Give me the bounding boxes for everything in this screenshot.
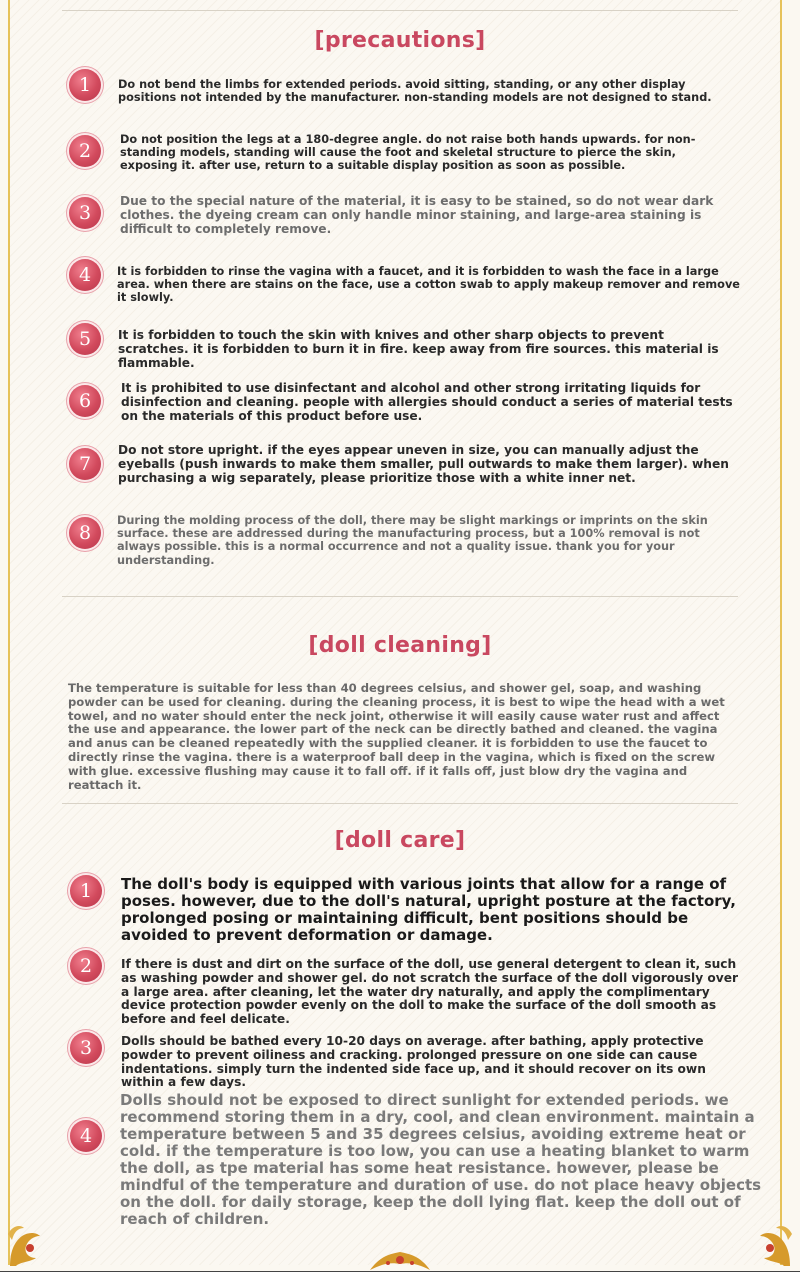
precaution-6-number-icon: 6: [69, 385, 101, 417]
precaution-8-text: During the molding process of the doll, there may be slight markings or imprints on the skin surface. these are addressed during the manufacturing process, but a 100% removal is not always possible. this is a normal occurrence and not a quality issue. thank you for your understanding.: [117, 514, 708, 567]
cleaning-text: The temperature is suitable for less than 40 degrees celsius, and shower gel, soap, and washing powder can be used for cleaning. during the cleaning process, it is best to wipe the head with a wet towel, and no water should enter the neck joint, otherwise it will easily cause water rust and affect the use and appearance. the lower part of the neck can be directly bathed and cleaned. the vagina and anus can be cleaned repeatedly with the supplied cleaner. it is forbidden to use the faucet to directly rinse the vagina. there is a waterproof ball deep in the vagina, which is fixed on the screw with glue. excessive flushing may cause it to fall off. if it falls off, just blow dry the vagina and reattach it.: [68, 681, 725, 792]
care-2-number-icon: 2: [70, 950, 102, 982]
cleaning-title: [doll cleaning]: [308, 633, 492, 658]
divider-2: [62, 803, 738, 804]
divider-1: [62, 596, 738, 597]
precaution-4-number-icon: 4: [69, 259, 101, 291]
precaution-4-text: It is forbidden to rinse the vagina with a faucet, and it is forbidden to wash the face in a large area. when there are stains on the face, use a cotton swab to apply makeup remover and remove it slowly.: [117, 265, 740, 305]
care-4-number-icon: 4: [70, 1120, 102, 1152]
precautions-title: [precautions]: [314, 28, 486, 53]
left-corner-ornament-icon: [6, 1222, 48, 1268]
divider-top: [62, 10, 738, 11]
care-3-number-icon: 3: [70, 1032, 102, 1064]
precaution-7-number-icon: 7: [69, 448, 101, 480]
bottom-center-ornament-icon: [368, 1248, 432, 1272]
care-4-text: Dolls should not be exposed to direct sunlight for extended periods. we recommend storing them in a dry, cool, and clean environment. maintain a temperature between 5 and 35 degrees celsius, avoiding extreme heat or cold. if the temperature is too low, you can use a heating blanket to warm the doll, as tpe material has some heat resistance. however, please be mindful of the temperature and duration of use. do not place heavy objects on the doll. for daily storage, keep the doll lying flat. keep the doll out of reach of children.: [120, 1091, 762, 1228]
precaution-5-number-icon: 5: [69, 323, 101, 355]
precaution-3-number-icon: 3: [69, 197, 101, 229]
precaution-2-text: Do not position the legs at a 180-degree angle. do not raise both hands upwards. for non-standing models, standing will cause the foot and skeletal structure to pierce the skin, exposing it. after use, return to a suitable display position as soon as possible.: [120, 133, 696, 173]
precaution-1-number-icon: 1: [69, 69, 101, 101]
right-corner-ornament-icon: [752, 1222, 794, 1268]
precaution-3-text: Due to the special nature of the material, it is easy to be stained, so do not wear dark clothes. the dyeing cream can only handle minor staining, and large-area staining is difficult to completely remove.: [120, 194, 714, 236]
precaution-2-number-icon: 2: [69, 135, 101, 167]
care-2-text: If there is dust and dirt on the surface of the doll, use general detergent to clean it, such as washing powder and shower gel. do not scratch the surface of the doll vigorously over a large area. after cleaning, let the water dry naturally, and apply the complimentary device protection powder evenly on the doll to make the surface of the doll smooth as before and feel delicate.: [121, 957, 739, 1027]
precaution-6-text: It is prohibited to use disinfectant and alcohol and other strong irritating liquids for disinfection and cleaning. people with allergies should conduct a series of material tests on the materials of this product before use.: [121, 381, 733, 423]
precaution-7-text: Do not store upright. if the eyes appear uneven in size, you can manually adjust the eyeballs (push inwards to make them smaller, pull outwards to make them larger). when purchasing a wig separately, please prioritize those with a white inner net.: [118, 443, 729, 485]
care-1-number-icon: 1: [70, 875, 102, 907]
care-title: [doll care]: [334, 828, 466, 853]
care-1-text: The doll's body is equipped with various joints that allow for a range of poses. however, due to the doll's natural, upright posture at the factory, prolonged posing or maintaining difficult, bent positions should be avoided to prevent deformation or damage.: [121, 875, 736, 944]
precaution-5-text: It is forbidden to touch the skin with knives and other sharp objects to prevent scratches. it is forbidden to burn it in fire. keep away from fire sources. this material is flammable.: [118, 328, 719, 370]
precaution-1-text: Do not bend the limbs for extended periods. avoid sitting, standing, or any other display positions not intended by the manufacturer. non-standing models are not designed to stand.: [118, 78, 712, 105]
precaution-8-number-icon: 8: [69, 517, 101, 549]
care-3-text: Dolls should be bathed every 10-20 days on average. after bathing, apply protective powder to prevent oiliness and cracking. prolonged pressure on one side can cause indentations. simply turn the indented side face up, and it should recover on its own within a few days.: [121, 1034, 706, 1090]
